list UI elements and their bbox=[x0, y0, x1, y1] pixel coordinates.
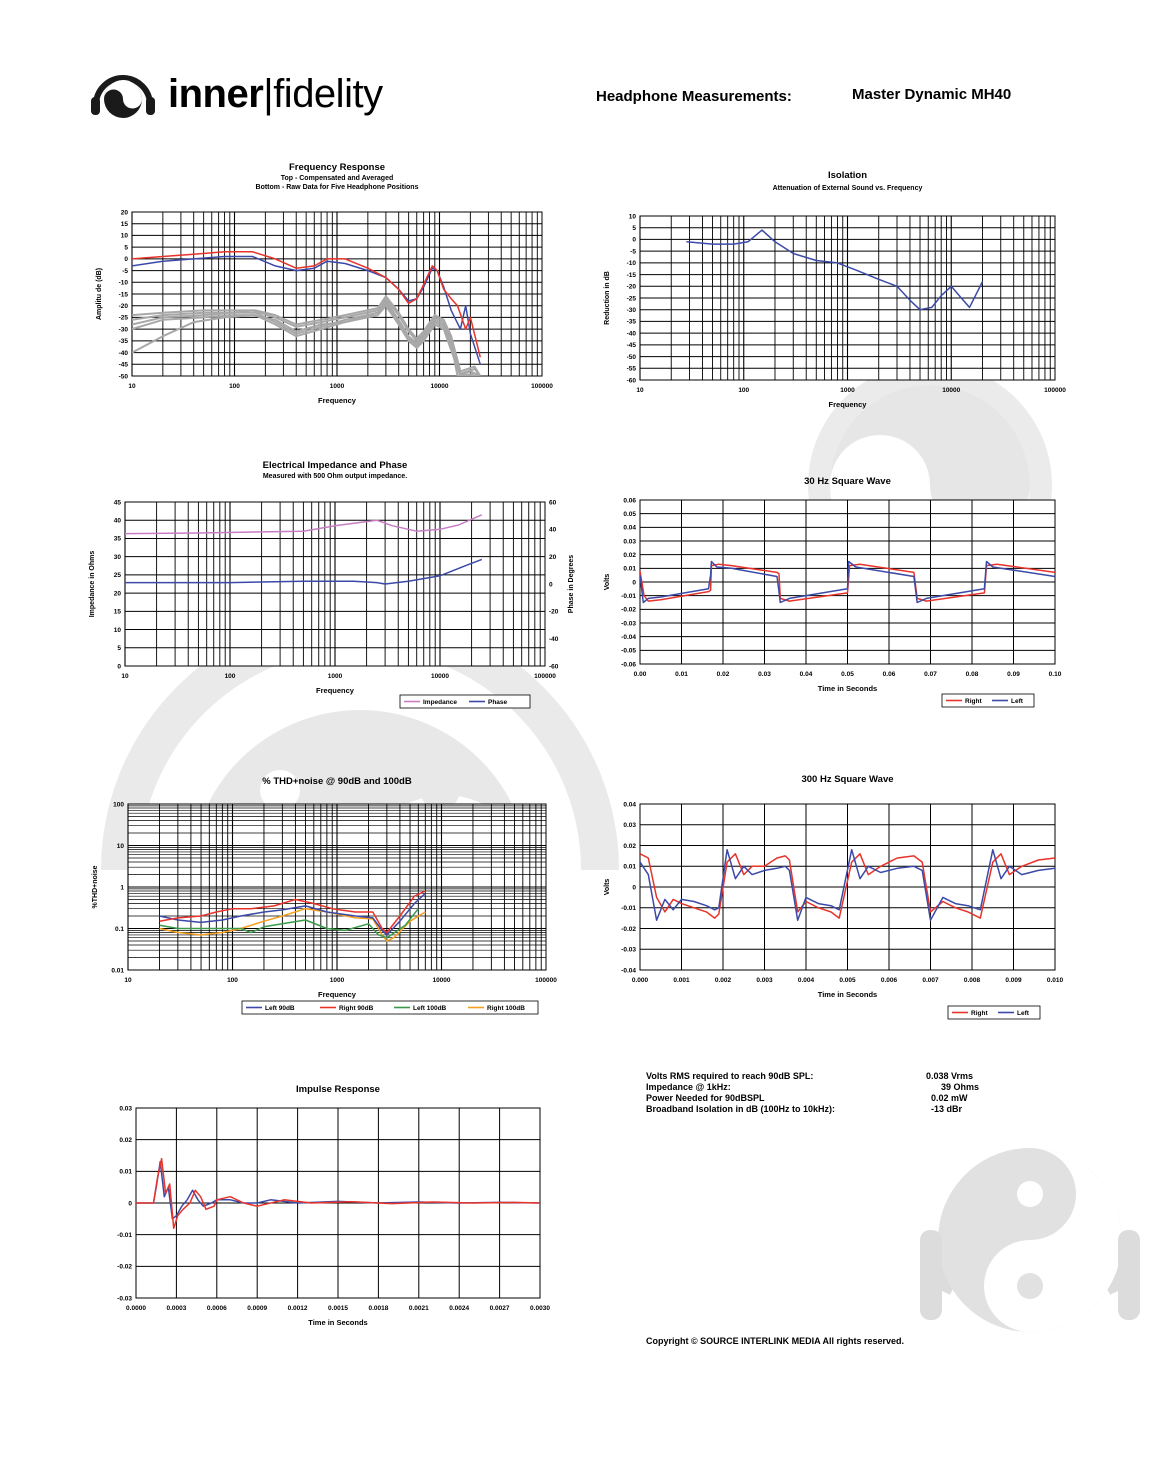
legend-label: Impedance bbox=[423, 699, 457, 706]
x-tick-label: 10 bbox=[124, 977, 132, 984]
x-tick-label: 1000 bbox=[327, 673, 343, 680]
y-axis-label: Volts bbox=[604, 573, 611, 591]
chart-title: Frequency Response bbox=[288, 162, 386, 173]
x-axis-label: Time in Seconds bbox=[308, 1318, 368, 1327]
x-tick-label: 10000 bbox=[942, 387, 961, 394]
chart-title: Isolation bbox=[827, 170, 868, 181]
y-tick-label: -0.06 bbox=[621, 661, 636, 669]
y-tick-label: -45 bbox=[118, 361, 128, 369]
y-tick-label: 10 bbox=[120, 232, 128, 240]
stat-row bbox=[646, 1104, 986, 1115]
x-tick-label: 0.0009 bbox=[247, 1305, 268, 1312]
y-tick-label: 100 bbox=[113, 801, 124, 809]
y-tick-label: -50 bbox=[118, 373, 128, 381]
x-tick-label: 100000 bbox=[534, 673, 556, 680]
y-tick-label: -0.05 bbox=[621, 647, 636, 655]
legend-label: Left 90dB bbox=[265, 1005, 295, 1012]
y-tick-label: 30 bbox=[113, 553, 121, 561]
y-tick-label: 0 bbox=[124, 256, 128, 264]
y2-tick-label: 60 bbox=[549, 499, 557, 507]
x-tick-label: 0.08 bbox=[965, 671, 979, 678]
x-tick-label: 1000 bbox=[329, 383, 345, 390]
y-tick-label: -25 bbox=[118, 314, 128, 322]
x-tick-label: 0.01 bbox=[675, 671, 688, 678]
y-tick-label: -20 bbox=[626, 283, 636, 291]
model-name: Master Dynamic MH40 bbox=[852, 86, 1012, 103]
chart-subtitle: Bottom - Raw Data for Five Headphone Positions bbox=[255, 184, 419, 191]
y-tick-label: -25 bbox=[626, 295, 636, 303]
x-tick-label: 0.09 bbox=[1007, 671, 1020, 678]
logo-text bbox=[168, 72, 383, 117]
y-tick-label: -0.02 bbox=[621, 606, 636, 614]
y-tick-label: -0.04 bbox=[621, 967, 636, 975]
y-tick-label: 0.03 bbox=[623, 538, 636, 546]
x-axis-label: Time in Seconds bbox=[817, 684, 878, 693]
y-tick-label: -10 bbox=[626, 260, 636, 268]
y-tick-label: 1 bbox=[120, 884, 124, 892]
legend bbox=[948, 1006, 1040, 1019]
y2-tick-label: 20 bbox=[549, 553, 557, 561]
x-tick-label: 0.009 bbox=[1005, 977, 1022, 984]
y-tick-label: 0.02 bbox=[623, 842, 636, 850]
x-tick-label: 0.0027 bbox=[489, 1305, 510, 1312]
y2-tick-label: 40 bbox=[549, 526, 557, 534]
y-tick-label: 0.05 bbox=[623, 510, 636, 518]
x-axis-label: Frequency bbox=[318, 396, 356, 405]
y-tick-label: 5 bbox=[632, 225, 636, 233]
y-tick-label: -30 bbox=[626, 307, 636, 315]
y-tick-label: -40 bbox=[626, 330, 636, 338]
square-wave-300hz-chart bbox=[600, 770, 1080, 1024]
y-tick-label: -20 bbox=[118, 303, 128, 311]
impedance-phase-chart bbox=[80, 456, 580, 714]
x-tick-label: 0.07 bbox=[924, 671, 937, 678]
y-tick-label: 15 bbox=[113, 608, 121, 616]
stat-row bbox=[646, 1071, 986, 1082]
y-tick-label: -30 bbox=[118, 326, 128, 334]
y-tick-label: -0.01 bbox=[117, 1231, 132, 1239]
chart-title: Electrical Impedance and Phase bbox=[262, 460, 408, 471]
legend-label: Right 100dB bbox=[487, 1005, 525, 1012]
stat-value: 39 Ohms bbox=[941, 1082, 980, 1092]
legend-label: Right bbox=[965, 698, 982, 705]
y-tick-label: 45 bbox=[113, 499, 121, 507]
y-tick-label: -60 bbox=[626, 377, 636, 385]
y-axis-label: Volts bbox=[604, 878, 611, 896]
y-tick-label: -0.03 bbox=[117, 1295, 132, 1303]
x-axis-label: Frequency bbox=[316, 686, 354, 695]
x-tick-label: 0.001 bbox=[673, 977, 690, 984]
y-tick-label: 5 bbox=[124, 244, 128, 252]
x-tick-label: 0.007 bbox=[922, 977, 939, 984]
y-tick-label: 0.04 bbox=[623, 524, 636, 532]
x-axis-label: Frequency bbox=[828, 400, 867, 409]
y-tick-label: -0.03 bbox=[621, 620, 636, 628]
y-tick-label: 10 bbox=[628, 213, 636, 221]
y-tick-label: 0.03 bbox=[623, 822, 636, 830]
x-tick-label: 0.00 bbox=[633, 671, 647, 678]
y-tick-label: 35 bbox=[113, 535, 121, 543]
chart-title: % THD+noise @ 90dB and 100dB bbox=[262, 776, 412, 787]
x-tick-label: 0.005 bbox=[839, 977, 856, 984]
stat-value: -13 dBr bbox=[931, 1104, 963, 1114]
x-tick-label: 0.0021 bbox=[408, 1305, 429, 1312]
x-tick-label: 100 bbox=[229, 383, 240, 390]
y-tick-label: 0.02 bbox=[119, 1136, 132, 1144]
y-axis-label: Reduction in dB bbox=[604, 271, 611, 325]
y-tick-label: 20 bbox=[120, 209, 128, 217]
y-axis-label: Impedance in Ohms bbox=[89, 550, 96, 618]
x-tick-label: 0.0003 bbox=[166, 1305, 187, 1312]
x-tick-label: 10000 bbox=[430, 383, 449, 390]
legend-label: Left 100dB bbox=[413, 1005, 447, 1012]
x-tick-label: 10 bbox=[636, 387, 644, 394]
stats-block bbox=[646, 1071, 986, 1115]
x-tick-label: 10000 bbox=[432, 977, 451, 984]
y-tick-label: 0 bbox=[117, 663, 121, 671]
x-tick-label: 10 bbox=[128, 383, 136, 390]
legend-label: Left bbox=[1011, 698, 1023, 705]
x-tick-label: 100 bbox=[224, 673, 236, 680]
y-tick-label: -15 bbox=[626, 271, 636, 279]
y2-axis-label: Phase in Degrees bbox=[568, 554, 575, 614]
page-title: Headphone Measurements: bbox=[596, 88, 792, 105]
chart-subtitle: Attenuation of External Sound vs. Frequency bbox=[772, 185, 923, 192]
y-tick-label: 0.06 bbox=[623, 497, 636, 505]
y-axis-label: %THD+noise bbox=[92, 865, 99, 909]
y-tick-label: 0.01 bbox=[623, 565, 636, 573]
legend-label: Phase bbox=[488, 699, 508, 706]
x-tick-label: 100 bbox=[227, 977, 238, 984]
x-tick-label: 100000 bbox=[535, 977, 557, 984]
y-tick-label: -15 bbox=[118, 291, 128, 299]
frequency-response-chart bbox=[80, 158, 570, 420]
isolation-chart bbox=[600, 166, 1080, 422]
y-tick-label: 5 bbox=[117, 645, 121, 653]
x-tick-label: 0.0030 bbox=[530, 1305, 550, 1312]
x-tick-label: 1000 bbox=[840, 387, 855, 394]
stat-value: 0.038 Vrms bbox=[926, 1071, 974, 1081]
x-tick-label: 1000 bbox=[329, 977, 345, 984]
stat-label: Volts RMS required to reach 90dB SPL: bbox=[646, 1071, 814, 1081]
x-tick-label: 0.0015 bbox=[328, 1305, 348, 1312]
x-tick-label: 100 bbox=[738, 387, 750, 394]
x-tick-label: 0.0012 bbox=[287, 1305, 308, 1312]
logo-yinyang-icon bbox=[88, 69, 158, 119]
stat-label: Broadband Isolation in dB (100Hz to 10kHz): bbox=[646, 1104, 836, 1114]
y-tick-label: 0.1 bbox=[114, 925, 124, 933]
y-tick-label: 0.03 bbox=[119, 1105, 132, 1113]
legend bbox=[242, 1001, 538, 1014]
logo-brand-right: fidelity bbox=[273, 71, 383, 116]
legend-label: Right bbox=[971, 1010, 988, 1017]
y-tick-label: 0 bbox=[128, 1200, 132, 1208]
x-tick-label: 0.04 bbox=[799, 671, 813, 678]
y-tick-label: -50 bbox=[626, 353, 636, 361]
x-tick-label: 0.006 bbox=[880, 977, 898, 984]
chart-subtitle: Measured with 500 Ohm output impedance. bbox=[262, 473, 408, 480]
logo-brand-left: inner bbox=[168, 71, 264, 116]
x-tick-label: 0.008 bbox=[963, 977, 981, 984]
y-tick-label: 0.02 bbox=[623, 551, 636, 559]
y-tick-label: -0.01 bbox=[621, 592, 636, 600]
y-tick-label: -5 bbox=[122, 267, 128, 275]
legend bbox=[942, 694, 1034, 707]
square-wave-30hz-chart bbox=[600, 472, 1080, 716]
y-tick-label: -10 bbox=[118, 279, 128, 287]
y2-tick-label: 0 bbox=[549, 581, 553, 589]
x-tick-label: 0.003 bbox=[756, 977, 773, 984]
watermark-yinyang-bottom bbox=[910, 1120, 1150, 1360]
y-tick-label: 10 bbox=[116, 842, 124, 850]
x-tick-label: 0.05 bbox=[841, 671, 854, 678]
chart-title: Impulse Response bbox=[296, 1084, 380, 1095]
y-tick-label: 25 bbox=[113, 572, 121, 580]
stat-label: Power Needed for 90dBSPL bbox=[646, 1093, 765, 1103]
x-tick-label: 0.06 bbox=[882, 671, 896, 678]
thd-noise-chart bbox=[80, 770, 570, 1020]
logo-brand-separator: | bbox=[263, 71, 274, 116]
chart-subtitle: Top - Compensated and Averaged bbox=[280, 175, 394, 182]
y-tick-label: -0.01 bbox=[621, 905, 636, 913]
logo bbox=[88, 66, 383, 122]
x-tick-label: 0.010 bbox=[1046, 977, 1064, 984]
y-tick-label: 40 bbox=[113, 517, 121, 525]
impulse-response-chart bbox=[80, 1078, 570, 1340]
y-tick-label: 0.01 bbox=[119, 1168, 132, 1176]
y-tick-label: -35 bbox=[626, 318, 636, 326]
chart-title: 300 Hz Square Wave bbox=[801, 774, 894, 785]
x-tick-label: 0.03 bbox=[758, 671, 771, 678]
stat-value: 0.02 mW bbox=[931, 1093, 968, 1103]
y-tick-label: 10 bbox=[113, 626, 121, 634]
y-tick-label: 0 bbox=[632, 579, 636, 587]
y-tick-label: 0 bbox=[632, 884, 636, 892]
stat-row bbox=[646, 1093, 986, 1104]
x-tick-label: 10 bbox=[121, 673, 129, 680]
stat-row bbox=[646, 1082, 986, 1093]
legend-label: Right 90dB bbox=[339, 1005, 374, 1012]
y-tick-label: -45 bbox=[626, 342, 636, 350]
stat-label: Impedance @ 1kHz: bbox=[646, 1082, 731, 1092]
chart-title: 30 Hz Square Wave bbox=[804, 476, 891, 487]
y-tick-label: 0.04 bbox=[623, 801, 636, 809]
y-tick-label: 15 bbox=[120, 221, 128, 229]
y-tick-label: 0.01 bbox=[111, 967, 124, 975]
x-tick-label: 0.0000 bbox=[126, 1305, 146, 1312]
x-tick-label: 0.02 bbox=[716, 671, 730, 678]
x-tick-label: 10000 bbox=[430, 673, 450, 680]
x-tick-label: 100000 bbox=[1044, 387, 1066, 394]
x-tick-label: 0.002 bbox=[714, 977, 732, 984]
y-tick-label: -35 bbox=[118, 338, 128, 346]
x-tick-label: 0.0024 bbox=[449, 1305, 470, 1312]
x-tick-label: 0.0018 bbox=[368, 1305, 389, 1312]
y2-tick-label: -20 bbox=[549, 608, 559, 616]
y-tick-label: -55 bbox=[626, 365, 636, 373]
y-tick-label: 20 bbox=[113, 590, 121, 598]
y-tick-label: -0.02 bbox=[117, 1263, 132, 1271]
y2-tick-label: -60 bbox=[549, 663, 559, 671]
legend-label: Left bbox=[1017, 1010, 1029, 1017]
y-tick-label: -0.02 bbox=[621, 925, 636, 933]
y-axis-label: Amplitu de (dB) bbox=[96, 267, 103, 321]
y-tick-label: -0.03 bbox=[621, 946, 636, 954]
y-tick-label: -40 bbox=[118, 349, 128, 357]
y-tick-label: 0 bbox=[632, 236, 636, 244]
y-tick-label: -0.04 bbox=[621, 633, 636, 641]
legend bbox=[400, 695, 530, 708]
x-tick-label: 0.000 bbox=[631, 977, 649, 984]
x-tick-label: 100000 bbox=[531, 383, 553, 390]
copyright: Copyright © SOURCE INTERLINK MEDIA All rights reserved. bbox=[646, 1336, 904, 1346]
x-axis-label: Time in Seconds bbox=[817, 990, 878, 999]
y-tick-label: 0.01 bbox=[623, 863, 636, 871]
x-tick-label: 0.10 bbox=[1048, 671, 1062, 678]
y2-tick-label: -40 bbox=[549, 635, 559, 643]
x-tick-label: 0.004 bbox=[797, 977, 815, 984]
x-axis-label: Frequency bbox=[318, 990, 356, 999]
x-tick-label: 0.0006 bbox=[206, 1305, 227, 1312]
y-tick-label: -5 bbox=[630, 248, 636, 256]
